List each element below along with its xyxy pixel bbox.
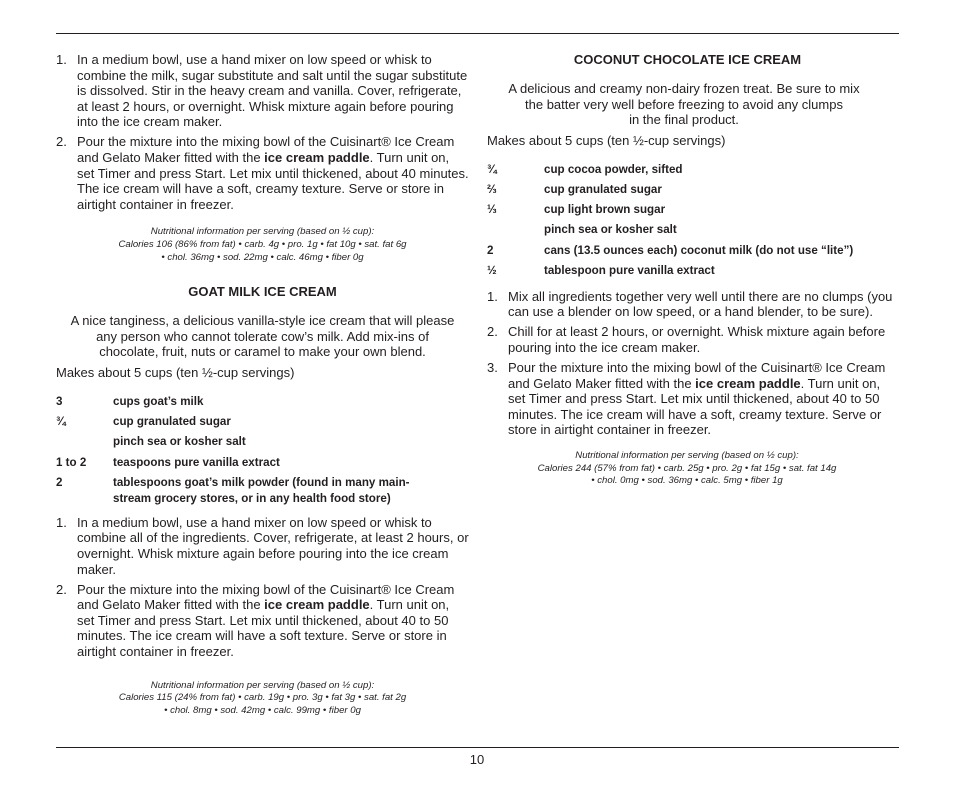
ingredient-row [487, 182, 893, 198]
goat-milk-steps [56, 515, 469, 660]
ingredient-row [56, 434, 469, 450]
nutrition-info [481, 450, 893, 488]
ingredient-list [56, 394, 469, 507]
ingredient-qty: ⅓ [487, 203, 497, 217]
step-number: 2. [56, 134, 67, 150]
ingredient-qty: ¾ [487, 162, 497, 176]
step-number: 1. [487, 288, 498, 304]
step-item [56, 52, 469, 130]
ingredient-row [56, 475, 469, 507]
ingredient-row [56, 455, 469, 471]
step-text: Pour the mixture into the mixing bowl of the Cuisinart® Ice Cream and Gelato Maker fitted with the [508, 360, 886, 391]
step-item [56, 134, 469, 212]
step-text: Pour the mixture into the mixing bowl of the Cuisinart® Ice Cream and Gelato Maker fitted with the [77, 581, 455, 613]
ingredient-qty [56, 434, 113, 450]
step-emphasis: ice cream paddle [695, 375, 801, 391]
intro-line: the batter very well before freezing to avoid any clumps [525, 96, 843, 112]
ingredient-qty: 3 [56, 395, 63, 408]
ingredient-qty: ¾ [56, 415, 66, 429]
nutrition-info [56, 680, 469, 718]
nutrition-line: Nutritional information per serving (based on ½ cup): [150, 226, 375, 238]
nutrition-line: Calories 244 (57% from fat) • carb. 25g • pro. 2g • fat 15g • sat. fat 14g [537, 462, 837, 474]
ingredient-list [487, 162, 893, 279]
ingredient-text: tablespoons goat’s milk powder (found in many main-stream grocery stores, or in any health food store) [113, 475, 410, 505]
nutrition-line: • chol. 0mg • sod. 36mg • calc. 5mg • fiber 1g [591, 475, 783, 487]
ingredient-row [56, 394, 469, 410]
ingredient-row [487, 263, 893, 279]
step-text: Mix all ingredients together very well until there are no clumps (you can use a blender on low speed, or a hand blender, to be sure). [508, 288, 893, 320]
recipe-title: COCONUT CHOCOLATE ICE CREAM [573, 52, 802, 67]
top-rule [56, 33, 899, 34]
step-number: 2. [487, 324, 498, 340]
intro-line: A delicious and creamy non-dairy frozen treat. Be sure to mix [508, 81, 860, 96]
coconut-steps [487, 289, 893, 438]
page-number: 10 [469, 752, 485, 767]
step-text: Chill for at least 2 hours, or overnight. Whisk mixture again before pouring into the ice cream maker. [508, 324, 886, 355]
ingredient-row [487, 243, 893, 259]
intro-line: chocolate, fruit, nuts or caramel to make your own blend. [99, 344, 426, 360]
nutrition-line: Calories 115 (24% from fat) • carb. 19g • pro. 3g • fat 3g • sat. fat 2g [118, 692, 407, 704]
ingredient-qty: 2 [56, 475, 63, 489]
milk-ice-cream-steps [56, 52, 469, 212]
ingredient-text: cans (13.5 ounces each) coconut milk (do not use “lite”) [544, 243, 854, 257]
bottom-rule [56, 747, 899, 748]
recipe-intro [56, 313, 469, 360]
step-item [56, 582, 469, 660]
left-column [56, 52, 469, 717]
intro-line: in the final product. [629, 112, 739, 128]
ingredient-row [487, 222, 893, 238]
step-text: Pour the mixture into the mixing bowl of the Cuisinart® Ice Cream and Gelato Maker fitted with the [77, 134, 455, 166]
ingredient-qty: ⅔ [487, 182, 497, 196]
step-emphasis: ice cream paddle [264, 597, 370, 613]
step-item [487, 360, 893, 438]
ingredient-row [487, 202, 893, 218]
ingredient-qty: 2 [487, 243, 494, 257]
step-item [487, 324, 893, 355]
ingredient-text: cup granulated sugar [544, 182, 662, 196]
ingredient-qty: 1 to 2 [56, 455, 87, 469]
step-number: 1. [56, 514, 67, 530]
ingredient-row [487, 162, 893, 178]
recipe-intro [487, 81, 893, 128]
ingredient-text: cup cocoa powder, sifted [544, 162, 683, 176]
nutrition-line: • chol. 8mg • sod. 42mg • calc. 99mg • fiber 0g [164, 704, 361, 716]
ingredient-text: cups goat’s milk [113, 395, 204, 408]
ingredient-qty [487, 222, 544, 238]
step-number: 1. [56, 52, 67, 67]
step-item [487, 289, 893, 320]
ingredient-text: teaspoons pure vanilla extract [113, 455, 280, 469]
step-text: . Turn unit on, set Timer and press Start. Let mix until thickened, about 40 to 50 minutes. The ice cream will have a soft, creamy texture. Serve or store in airtight container in freezer. [508, 375, 882, 438]
nutrition-line: Nutritional information per serving (based on ½ cup): [150, 679, 375, 691]
right-column [487, 52, 893, 488]
step-emphasis: ice cream paddle [264, 150, 370, 166]
nutrition-line: • chol. 36mg • sod. 22mg • calc. 46mg • fiber 0g [161, 251, 364, 263]
step-text: . Turn unit on, set Timer and press Start. Let mix until thickened, about 40 to 50 minutes. The ice cream will have a soft texture. Serve or store in airtight container in freezer. [77, 597, 450, 659]
nutrition-line: Calories 106 (86% from fat) • carb. 4g • pro. 1g • fat 10g • sat. fat 6g [118, 239, 407, 251]
step-text: In a medium bowl, use a hand mixer on low speed or whisk to combine the milk, sugar substitute and salt until the sugar substitute is dissolved. Stir in the heavy cream and vanilla. Cover, refrigerate, at least 2 hours, or overnight. Whisk mixture again before pouring into the ice cream maker. [77, 52, 468, 130]
step-text: . Turn unit on, set Timer and press Start. Let mix until thickened, about 40 minutes. The ice cream will have a soft, creamy texture. Serve or store in airtight container in freezer. [77, 150, 469, 212]
step-text: In a medium bowl, use a hand mixer on low speed or whisk to combine all of the ingredients. Cover, refrigerate, at least 2 hours, or overnight. Whisk mixture again before pouring into the ice cream maker. [77, 514, 469, 577]
step-number: 2. [56, 581, 67, 597]
ingredient-qty: ½ [487, 263, 497, 277]
recipe-title: GOAT MILK ICE CREAM [188, 284, 337, 300]
intro-line: any person who cannot tolerate cow’s milk. Add mix-ins of [96, 328, 429, 344]
step-item [56, 515, 469, 577]
ingredient-text: tablespoon pure vanilla extract [544, 263, 715, 277]
ingredient-text: pinch sea or kosher salt [113, 435, 246, 449]
step-number: 3. [487, 360, 498, 376]
ingredient-text: cup granulated sugar [113, 415, 231, 429]
intro-line: A nice tanginess, a delicious vanilla-style ice cream that will please [70, 313, 455, 329]
nutrition-info [56, 226, 469, 264]
ingredient-row [56, 414, 469, 430]
recipe-yield: Makes about 5 cups (ten ½-cup servings) [487, 132, 726, 148]
recipe-yield: Makes about 5 cups (ten ½-cup servings) [56, 365, 295, 380]
ingredient-text: cup light brown sugar [544, 203, 666, 217]
nutrition-line: Nutritional information per serving (based on ½ cup): [575, 450, 799, 462]
ingredient-text: pinch sea or kosher salt [544, 223, 677, 237]
